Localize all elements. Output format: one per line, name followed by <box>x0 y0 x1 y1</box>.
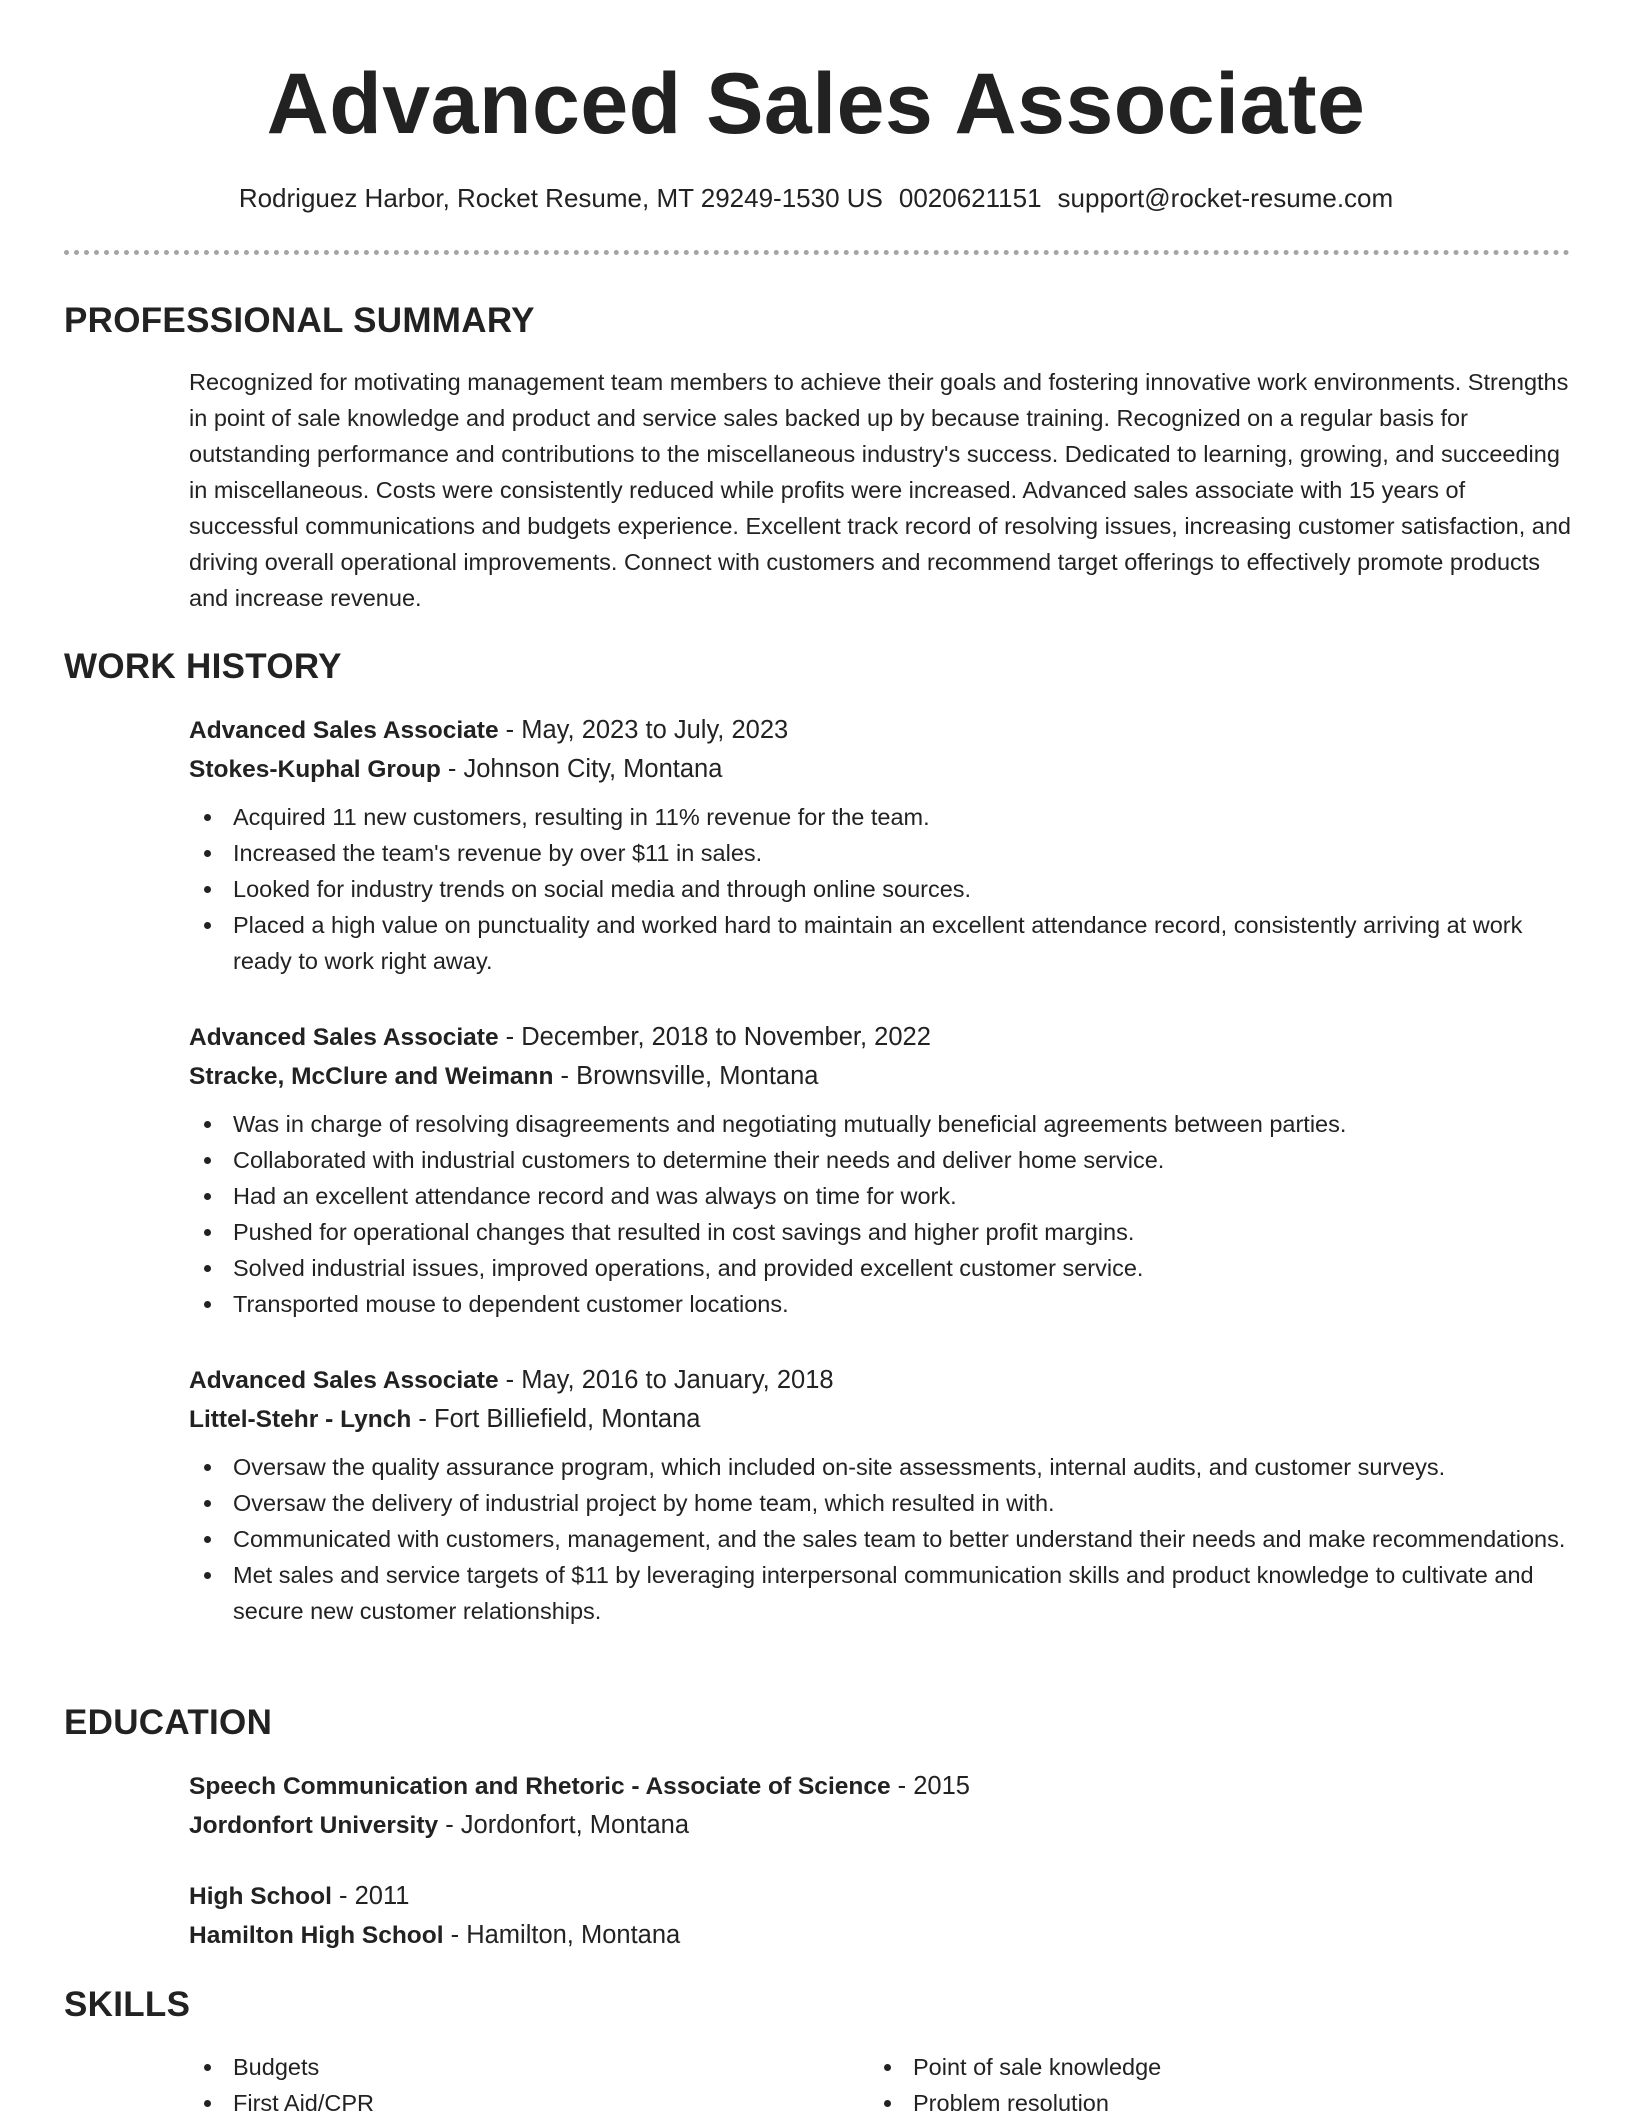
summary-text: Recognized for motivating management team members to achieve their goals and fostering innovative work environments. Strengths in point of sale knowledge and product and service sales backed up by because training. Recognized on a regular basis for outstanding performance and contributions to the miscellaneous industry's success. Dedicated to learning, growing, and succeeding in miscellaneous. Costs were consistently reduced while profits were increased. Advanced sales associate with 15 years of successful communications and budgets experience. Excellent track record of resolving issues, increasing customer satisfaction, and driving overall operational improvements. Connect with customers and recommend target offerings to effectively promote products and increase revenue. <box>189 369 1571 611</box>
degree-year: - 2015 <box>890 1772 970 1800</box>
company-name: Stracke, McClure and Weimann <box>189 1063 554 1090</box>
list-item: Looked for industry trends on social media and through online sources. <box>189 871 1571 907</box>
list-item: Solved industrial issues, improved operations, and provided excellent customer service. <box>189 1250 1571 1286</box>
work-bullets <box>189 1106 1571 1322</box>
job-title: Advanced Sales Associate <box>189 717 499 744</box>
work-entry <box>189 1018 1571 1322</box>
contact-email: support@rocket-resume.com <box>1057 183 1394 213</box>
list-item: Increased the team's revenue by over $11 in sales. <box>189 835 1571 871</box>
list-item: Placed a high value on punctuality and worked hard to maintain an excellent attendance record, consistently arriving at work ready to work right away. <box>189 907 1571 979</box>
education-entry <box>189 1877 1571 1955</box>
job-title: Advanced Sales Associate <box>189 1024 499 1051</box>
list-item: Problem resolution <box>869 2085 1529 2112</box>
education-entry <box>189 1767 1571 1845</box>
resume-name: Advanced Sales Associate <box>266 56 1366 152</box>
list-item: Budgets <box>189 2049 849 2085</box>
contact-address: Rodriguez Harbor, Rocket Resume, MT 29249-1530 US <box>238 183 883 213</box>
school-name: Jordonfort University <box>189 1812 439 1839</box>
header-divider <box>64 250 1570 255</box>
degree-name: Speech Communication and Rhetoric - Associate of Science <box>189 1773 891 1800</box>
school-name: Hamilton High School <box>189 1922 444 1949</box>
work-title-line <box>189 1361 1571 1400</box>
company-location: - Johnson City, Montana <box>440 755 723 783</box>
job-dates: - May, 2016 to January, 2018 <box>498 1366 834 1394</box>
list-item: Communicated with customers, management, and the sales team to better understand their needs and make recommendations. <box>189 1521 1571 1557</box>
company-location: - Brownsville, Montana <box>553 1062 819 1090</box>
work-company-line <box>189 750 1571 789</box>
list-item: Point of sale knowledge <box>869 2049 1529 2085</box>
work-company-line <box>189 1400 1571 1439</box>
skills-column-right <box>869 2049 1529 2112</box>
degree-line <box>189 1877 1571 1916</box>
list-item: First Aid/CPR <box>189 2085 849 2112</box>
contact-phone: 0020621151 <box>898 183 1042 213</box>
section-title-summary: PROFESSIONAL SUMMARY <box>64 301 535 340</box>
list-item: Met sales and service targets of $11 by leveraging interpersonal communication skills and product knowledge to cultivate and secure new customer relationships. <box>189 1557 1571 1629</box>
section-title-skills: SKILLS <box>64 1985 191 2024</box>
work-bullets <box>189 1449 1571 1629</box>
degree-name: High School <box>189 1883 332 1910</box>
list-item: Had an excellent attendance record and was always on time for work. <box>189 1178 1571 1214</box>
job-dates: - May, 2023 to July, 2023 <box>498 716 789 744</box>
list-item: Oversaw the quality assurance program, which included on-site assessments, internal audits, and customer surveys. <box>189 1449 1571 1485</box>
list-item: Was in charge of resolving disagreements and negotiating mutually beneficial agreements between parties. <box>189 1106 1571 1142</box>
school-location: - Jordonfort, Montana <box>438 1811 690 1839</box>
company-name: Stokes-Kuphal Group <box>189 756 441 783</box>
degree-year: - 2011 <box>331 1882 410 1910</box>
contact-line <box>0 181 1632 215</box>
school-location: - Hamilton, Montana <box>443 1921 681 1949</box>
skills-column-left <box>189 2049 849 2112</box>
list-item: Oversaw the delivery of industrial project by home team, which resulted in with. <box>189 1485 1571 1521</box>
job-title: Advanced Sales Associate <box>189 1367 499 1394</box>
job-dates: - December, 2018 to November, 2022 <box>498 1023 931 1051</box>
work-company-line <box>189 1057 1571 1096</box>
company-name: Littel-Stehr - Lynch <box>189 1406 412 1433</box>
list-item: Acquired 11 new customers, resulting in 11% revenue for the team. <box>189 799 1571 835</box>
work-entry <box>189 711 1571 979</box>
school-line <box>189 1806 1571 1845</box>
list-item: Pushed for operational changes that resulted in cost savings and higher profit margins. <box>189 1214 1571 1250</box>
section-title-education: EDUCATION <box>64 1703 273 1742</box>
work-bullets <box>189 799 1571 979</box>
degree-line <box>189 1767 1571 1806</box>
company-location: - Fort Billiefield, Montana <box>411 1405 701 1433</box>
list-item: Collaborated with industrial customers to determine their needs and deliver home service. <box>189 1142 1571 1178</box>
work-title-line <box>189 711 1571 750</box>
school-line <box>189 1916 1571 1955</box>
work-title-line <box>189 1018 1571 1057</box>
section-title-work-history: WORK HISTORY <box>64 647 342 686</box>
list-item: Transported mouse to dependent customer locations. <box>189 1286 1571 1322</box>
work-entry <box>189 1361 1571 1629</box>
